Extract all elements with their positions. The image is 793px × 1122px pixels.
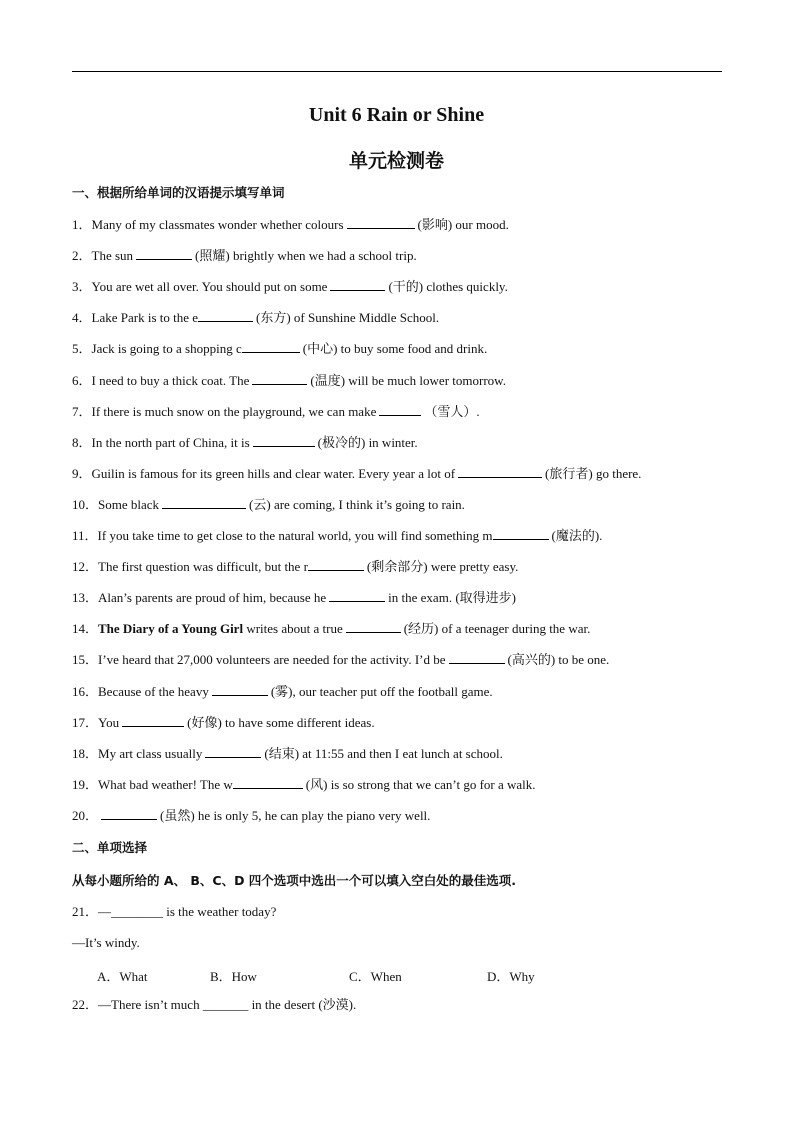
question-16 bbox=[72, 684, 493, 700]
question-2 bbox=[72, 248, 417, 264]
question-3 bbox=[72, 279, 508, 295]
answer-blank[interactable] bbox=[330, 279, 385, 291]
question-text: I need to buy a thick coat. The bbox=[91, 372, 250, 388]
question-number: 20． bbox=[72, 807, 99, 823]
answer-blank[interactable] bbox=[122, 715, 184, 727]
question-number: 14． bbox=[72, 621, 99, 637]
question-8 bbox=[72, 435, 418, 451]
option-d: D．Why bbox=[487, 969, 535, 984]
answer-blank[interactable] bbox=[101, 808, 157, 820]
question-text: In the north part of China, it is bbox=[91, 434, 250, 450]
question-number: 7． bbox=[72, 403, 92, 419]
question-15 bbox=[72, 652, 609, 668]
question-text: Many of my classmates wonder whether colours bbox=[91, 217, 344, 232]
question-20 bbox=[72, 808, 430, 824]
question-hint: (好像) to have some different ideas. bbox=[187, 714, 375, 730]
question-number: 11． bbox=[72, 528, 98, 543]
answer-blank[interactable] bbox=[205, 746, 261, 758]
answer-blank[interactable] bbox=[458, 466, 542, 478]
question-number: 2． bbox=[72, 248, 92, 264]
question-hint: (极冷的) in winter. bbox=[317, 434, 418, 450]
question-text: My art class usually bbox=[98, 745, 203, 761]
question-13 bbox=[72, 590, 516, 606]
book-title: The Diary of a Young Girl bbox=[98, 621, 244, 637]
question-text: Alan’s parents are proud of him, because he bbox=[98, 590, 327, 606]
answer-blank[interactable] bbox=[162, 497, 246, 509]
question-text: Lake Park is to the e bbox=[91, 310, 199, 326]
question-text: Because of the heavy bbox=[98, 683, 209, 699]
question-hint: (旅行者) go there. bbox=[545, 465, 642, 481]
question-hint: (剩余部分) were pretty easy. bbox=[366, 559, 519, 575]
question-hint: (云) are coming, I think it’s going to rain. bbox=[249, 496, 465, 512]
question-text: You bbox=[98, 714, 120, 730]
question-number: 4． bbox=[72, 310, 92, 326]
question-19 bbox=[72, 777, 536, 793]
question-number: 5． bbox=[72, 341, 92, 357]
question-text: I’ve heard that 27,000 volunteers are needed for the activity. I’d be bbox=[98, 652, 446, 668]
question-text: If there is much snow on the playground, we can make bbox=[91, 403, 377, 419]
question-text: The first question was difficult, but the r bbox=[98, 559, 308, 575]
question-number: 18． bbox=[72, 745, 99, 761]
question-text: What bad weather! The w bbox=[98, 776, 233, 792]
question-17 bbox=[72, 715, 375, 731]
question-6 bbox=[72, 373, 506, 389]
answer-blank[interactable] bbox=[449, 652, 505, 664]
question-hint: (影响) our mood. bbox=[417, 217, 509, 232]
question-number: 10． bbox=[72, 496, 99, 512]
question-text: Guilin is famous for its green hills and clear water. Every year a lot of bbox=[91, 465, 456, 481]
question-10 bbox=[72, 497, 465, 513]
answer-blank[interactable] bbox=[347, 217, 415, 229]
question-hint: (干的) clothes quickly. bbox=[388, 279, 508, 295]
answer-blank[interactable] bbox=[136, 248, 192, 260]
answer-blank[interactable] bbox=[493, 528, 549, 540]
section1-heading: 一、根据所给单词的汉语提示填写单词 bbox=[72, 185, 285, 200]
answer-blank[interactable] bbox=[346, 621, 401, 633]
question-number: 1． bbox=[72, 217, 92, 232]
question-text: If you take time to get close to the natural world, you will find something m bbox=[97, 528, 493, 543]
question-21: 21．—________ is the weather today? bbox=[72, 904, 277, 919]
top-rule bbox=[72, 71, 722, 72]
question-18 bbox=[72, 746, 503, 762]
answer-blank[interactable] bbox=[253, 435, 315, 447]
answer-blank[interactable] bbox=[233, 777, 303, 789]
question-21-answer: —It’s windy. bbox=[72, 935, 140, 950]
page-title: Unit 6 Rain or Shine bbox=[308, 104, 485, 126]
question-hint: (照耀) brightly when we had a school trip. bbox=[195, 248, 417, 264]
question-hint: (虽然) he is only 5, he can play the piano very well. bbox=[160, 807, 431, 823]
question-11 bbox=[72, 528, 602, 544]
question-12 bbox=[72, 559, 518, 575]
question-hint: (高兴的) to be one. bbox=[507, 652, 610, 668]
question-text: Jack is going to a shopping c bbox=[91, 341, 242, 357]
question-text: You are wet all over. You should put on some bbox=[91, 279, 328, 295]
question-4 bbox=[72, 310, 439, 326]
option-b: B．How bbox=[210, 969, 257, 984]
question-1 bbox=[72, 217, 509, 233]
question-number: 17． bbox=[72, 714, 99, 730]
question-hint: (经历) of a teenager during the war. bbox=[403, 621, 591, 637]
question-hint: (中心) to buy some food and drink. bbox=[302, 341, 488, 357]
question-number: 12． bbox=[72, 559, 99, 575]
question-number: 3． bbox=[72, 279, 92, 295]
page-subtitle: 单元检测卷 bbox=[348, 150, 444, 172]
question-hint: (东方) of Sunshine Middle School. bbox=[256, 310, 440, 326]
question-number: 19． bbox=[72, 776, 99, 792]
question-number: 8． bbox=[72, 434, 92, 450]
question-number: 6． bbox=[72, 372, 92, 388]
section2-heading: 二、单项选择 bbox=[72, 840, 148, 855]
question-number: 13． bbox=[72, 590, 99, 606]
question-hint: (魔法的). bbox=[551, 528, 603, 543]
question-text: Some black bbox=[98, 496, 160, 512]
question-number: 16． bbox=[72, 683, 99, 699]
answer-blank[interactable] bbox=[212, 684, 268, 696]
answer-blank[interactable] bbox=[379, 404, 421, 416]
question-number: 9． bbox=[72, 465, 92, 481]
question-9 bbox=[72, 466, 641, 482]
question-hint: (雾), our teacher put off the football game. bbox=[270, 683, 493, 699]
question-14 bbox=[72, 621, 590, 637]
answer-blank[interactable] bbox=[252, 373, 307, 385]
question-hint: (风) is so strong that we can’t go for a walk. bbox=[305, 776, 536, 792]
question-hint: in the exam. (取得进步) bbox=[388, 590, 516, 606]
question-hint: (结束) at 11:55 and then I eat lunch at school. bbox=[264, 745, 503, 761]
question-text: writes about a true bbox=[243, 621, 343, 637]
answer-blank[interactable] bbox=[242, 341, 300, 353]
option-c: C．When bbox=[349, 969, 402, 984]
question-text: The sun bbox=[91, 248, 134, 264]
question-5 bbox=[72, 341, 487, 357]
question-7 bbox=[72, 404, 480, 420]
answer-blank[interactable] bbox=[308, 559, 364, 571]
question-hint: （雪人）. bbox=[424, 403, 480, 419]
question-22: 22．—There isn’t much _______ in the desert (沙漠). bbox=[72, 997, 357, 1012]
answer-blank[interactable] bbox=[329, 590, 385, 602]
question-number: 15． bbox=[72, 652, 99, 668]
answer-blank[interactable] bbox=[198, 310, 253, 322]
option-a: A．What bbox=[97, 969, 148, 984]
question-hint: (温度) will be much lower tomorrow. bbox=[310, 372, 506, 388]
section2-instruction: 从每小题所给的 A、 B、C、D 四个选项中选出一个可以填入空白处的最佳选项. bbox=[72, 873, 517, 888]
